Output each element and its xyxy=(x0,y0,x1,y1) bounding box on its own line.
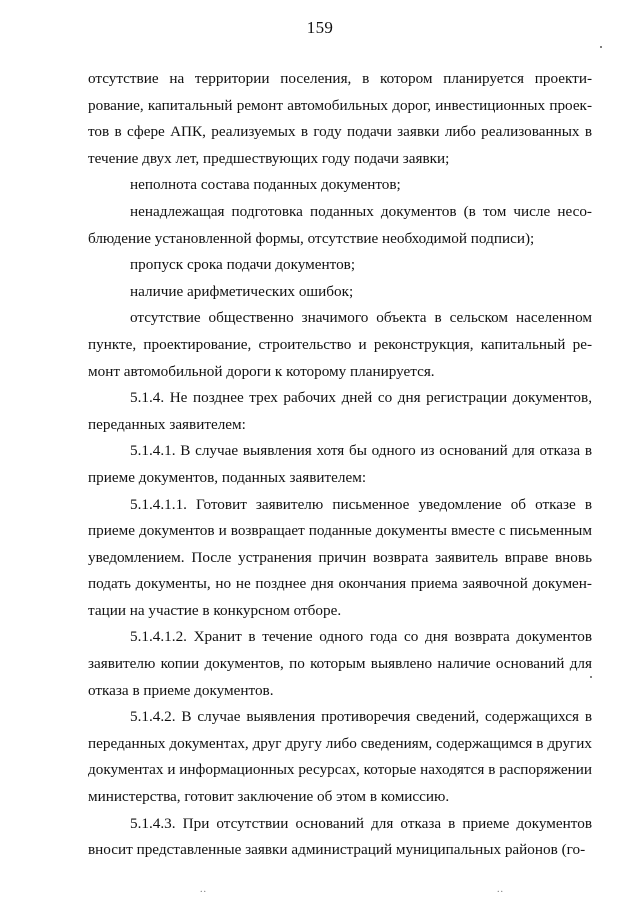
paragraph-6: отсутствие общественно значимого объекта в сельском населенном пункте, проектирование, строительство и реконструкция, капитальный ре-монт автомобильной дороги к которому планируется. xyxy=(88,309,592,380)
paragraph-1: отсутствие на территории поселения, в котором планируется проекти-рование, капитальный ремонт автомобильных дорог, инвестиционных проек-тов в сфере АПК, реализуемых в году подачи заявки либо реализованных в течение двух лет, предшествующих году подачи заявки; xyxy=(88,70,592,167)
page-number: 159 xyxy=(306,18,334,37)
paragraph-5: наличие арифметических ошибок; xyxy=(130,282,354,300)
paragraph-12: 5.1.4.3. При отсутствии оснований для отказа в приеме документов вносит представленные заявки администраций муниципальных районов (го- xyxy=(88,814,592,859)
scan-speck xyxy=(600,46,602,48)
paragraph-7: 5.1.4. Не позднее трех рабочих дней со дня регистрации документов, переданных заявителем: xyxy=(88,389,592,433)
paragraph-4: пропуск срока подачи документов; xyxy=(130,256,356,274)
paragraph-10: 5.1.4.1.2. Хранит в течение одного года со дня возврата документов заявителю копии документов, по которым выявлено наличие оснований для отказа в приеме документов. xyxy=(88,628,592,699)
footer-mark-right: .. xyxy=(497,884,504,895)
paragraph-3: ненадлежащая подготовка поданных документов (в том числе несо-блюдение установленной формы, отсутствие необходимой подписи); xyxy=(88,202,592,247)
paragraph-11: 5.1.4.2. В случае выявления противоречия сведений, содержащихся в переданных документах, друг другу либо сведениям, содержащимся в других документах и информационных ресурсах, которые находятся в распоряжении министерства, готовит заключение об этом в комиссию. xyxy=(88,708,592,806)
paragraph-2: неполнота состава поданных документов; xyxy=(130,176,401,194)
footer-mark-left: .. xyxy=(200,884,207,895)
scan-speck xyxy=(590,676,592,678)
paragraph-8: 5.1.4.1. В случае выявления хотя бы одного из оснований для отказа в приеме документов, поданных заявителем: xyxy=(88,442,592,486)
document-body xyxy=(88,66,592,864)
footer-scan-marks xyxy=(0,884,640,894)
paragraph-9: 5.1.4.1.1. Готовит заявителю письменное уведомление об отказе в приеме документов и возвращает поданные документы вместе с письменным уведомлением. После устранения причин возврата заявитель вправе вновь подать документы, но не позднее дня окончания приема заявочной докумен-тации на участие в конкурсном отборе. xyxy=(88,495,592,619)
